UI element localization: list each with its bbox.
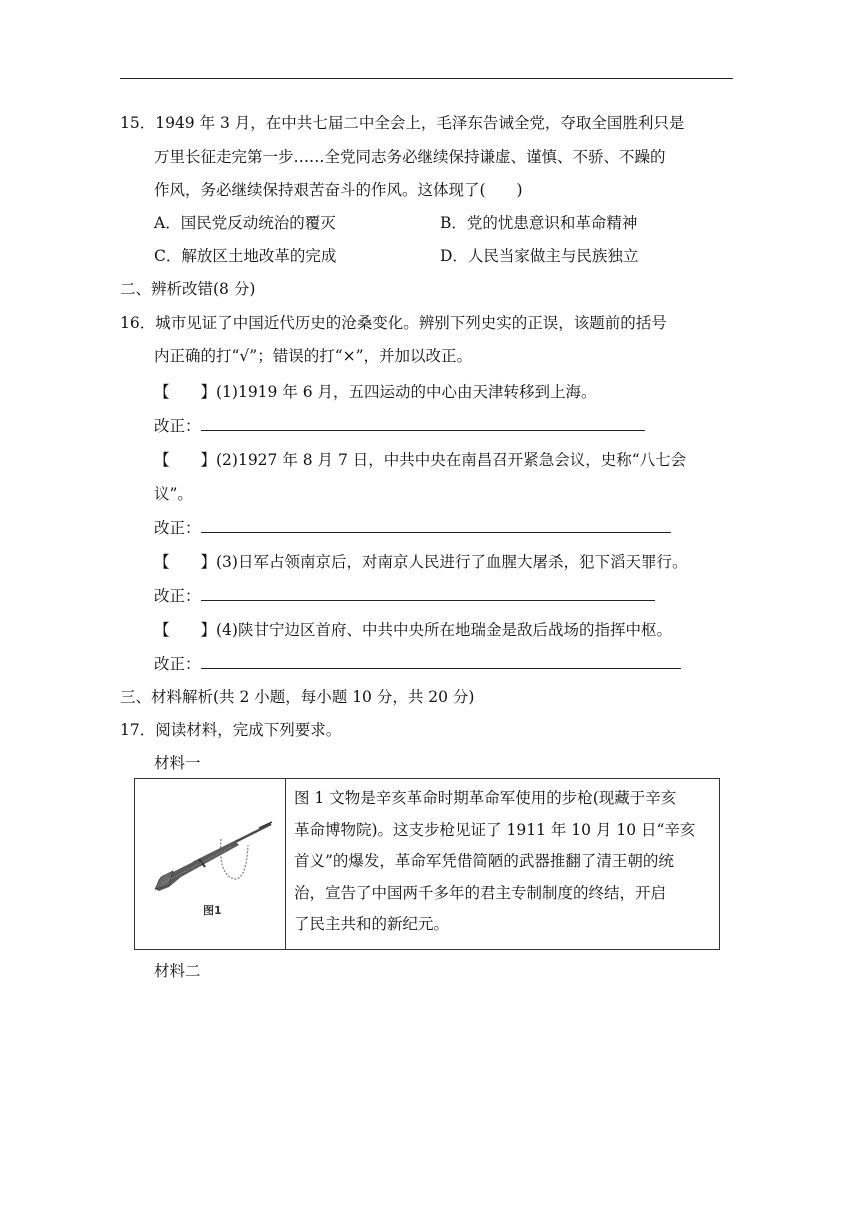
material-1-line-3: 首义”的爆发，革命军凭借简陋的武器推翻了清王朝的统 bbox=[294, 852, 674, 870]
figure-cell bbox=[135, 779, 286, 949]
q16-item-2-cont: 议”。 bbox=[154, 485, 193, 503]
q16-correction-3 bbox=[154, 586, 655, 606]
correction-label: 改正： bbox=[154, 587, 201, 605]
q15-option-c[interactable]: C．解放区土地改革的完成 bbox=[154, 247, 337, 265]
q15-line-3: 作风，务必继续保持艰苦奋斗的作风。这体现了( ) bbox=[154, 181, 523, 199]
q15-line-2: 万里长征走完第一步……全党同志务必继续保持谦虚、谨慎、不骄、不躁的 bbox=[154, 148, 666, 166]
q16-item-3: 【 】(3)日军占领南京后，对南京人民进行了血腥大屠杀，犯下滔天罪行。 bbox=[154, 553, 688, 571]
q15-option-a[interactable]: A．国民党反动统治的覆灭 bbox=[154, 214, 336, 232]
material-1-text bbox=[285, 779, 719, 949]
section-2-title: 二、辨析改错(8 分) bbox=[120, 280, 256, 298]
q16-item-4: 【 】(4)陕甘宁边区首府、中共中央所在地瑞金是敌后战场的指挥中枢。 bbox=[154, 621, 672, 639]
figure-caption: 图1 bbox=[203, 904, 222, 917]
correction-label: 改正： bbox=[154, 417, 201, 435]
q16-correction-2 bbox=[154, 518, 671, 538]
material-2-label: 材料二 bbox=[154, 962, 201, 980]
q16-intro-line-1: 16．城市见证了中国近代历史的沧桑变化。辨别下列史实的正误，该题前的括号 bbox=[120, 314, 667, 332]
material-1-label: 材料一 bbox=[154, 754, 201, 772]
q16-item-1: 【 】(1)1919 年 6 月，五四运动的中心由天津转移到上海。 bbox=[154, 383, 597, 401]
material-1-line-4: 治，宣告了中国两千多年的君主专制制度的终结，开启 bbox=[294, 883, 667, 902]
material-1-line-5: 了民主共和的新纪元。 bbox=[294, 915, 450, 933]
correction-blank-4[interactable] bbox=[201, 654, 681, 669]
material-1-table bbox=[134, 778, 720, 950]
material-1-line-1: 图 1 文物是辛亥革命时期革命军使用的步枪(现藏于辛亥 bbox=[294, 789, 677, 807]
header-rule bbox=[120, 78, 733, 79]
correction-blank-2[interactable] bbox=[201, 518, 671, 533]
q17-intro: 17．阅读材料，完成下列要求。 bbox=[120, 721, 342, 739]
correction-label: 改正： bbox=[154, 519, 201, 537]
q15-option-d[interactable]: D．人民当家做主与民族独立 bbox=[440, 247, 639, 265]
q16-correction-4 bbox=[154, 654, 681, 674]
q16-correction-1 bbox=[154, 416, 645, 436]
q15-option-b[interactable]: B．党的忧患意识和革命精神 bbox=[440, 214, 638, 232]
rifle-image bbox=[135, 779, 285, 949]
q16-intro-line-2: 内正确的打“√”；错误的打“×”，并加以改正。 bbox=[154, 347, 473, 365]
correction-blank-1[interactable] bbox=[201, 416, 645, 431]
q16-item-2: 【 】(2)1927 年 8 月 7 日，中共中央在南昌召开紧急会议，史称“八七会 bbox=[154, 451, 687, 469]
q15-line-1: 15．1949 年 3 月，在中共七届二中全会上，毛泽东告诫全党，夺取全国胜利只是 bbox=[120, 114, 685, 132]
correction-label: 改正： bbox=[154, 655, 201, 673]
section-3-title: 三、材料解析(共 2 小题，每小题 10 分，共 20 分) bbox=[120, 688, 475, 706]
material-1-line-2: 革命博物院)。这支步枪见证了 1911 年 10 月 10 日“辛亥 bbox=[294, 820, 696, 839]
correction-blank-3[interactable] bbox=[201, 586, 655, 601]
